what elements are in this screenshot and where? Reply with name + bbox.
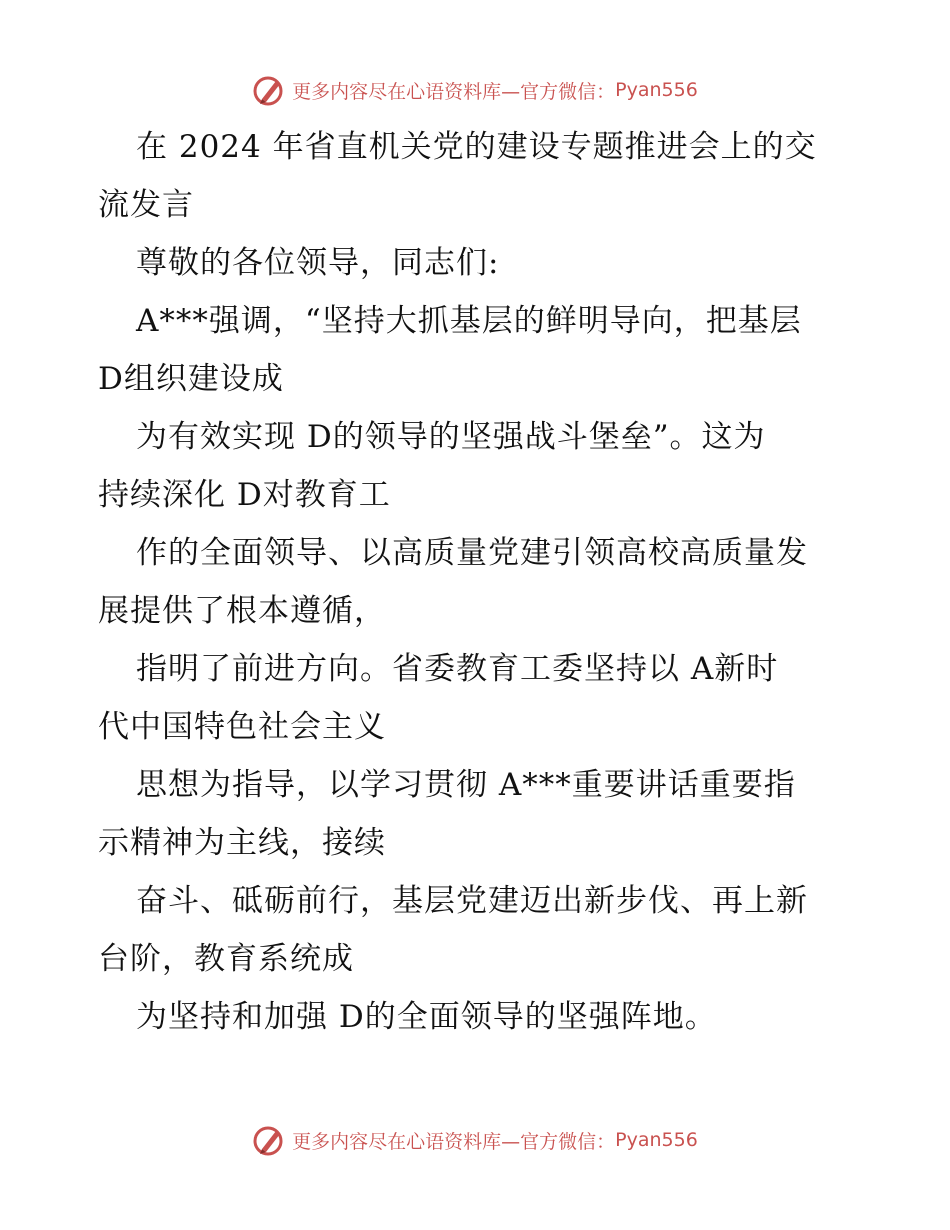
body-line: 展提供了根本遵循， bbox=[98, 593, 386, 629]
footer-watermark bbox=[0, 1120, 950, 1160]
body-line: A***强调，“坚持大抓基层的鲜明导向，把基层 bbox=[136, 303, 802, 339]
document-body bbox=[98, 118, 858, 1046]
body-line: 思想为指导，以学习贯彻 A***重要讲话重要指 bbox=[136, 767, 796, 803]
header-watermark bbox=[0, 70, 950, 110]
body-line: 作的全面领导、以高质量党建引领高校高质量发 bbox=[136, 535, 808, 571]
header-watermark-text: 更多内容尽在心语资料库—官方微信： bbox=[292, 80, 616, 103]
title-line-2: 流发言 bbox=[98, 187, 194, 223]
footer-watermark-id: Pyan556 bbox=[615, 1129, 698, 1151]
body-line: 代中国特色社会主义 bbox=[98, 709, 386, 745]
body-line: 示精神为主线，接续 bbox=[98, 825, 386, 861]
header-watermark-id: Pyan556 bbox=[615, 79, 698, 101]
body-line: 指明了前进方向。省委教育工委坚持以 A新时 bbox=[136, 651, 779, 687]
title-line-1: 在 2024 年省直机关党的建设专题推进会上的交 bbox=[136, 129, 817, 165]
body-line: 奋斗、砥砺前行，基层党建迈出新步伐、再上新 bbox=[136, 883, 808, 919]
pen-logo-icon bbox=[252, 73, 286, 107]
body-line: D组织建设成 bbox=[98, 361, 284, 397]
footer-watermark-text: 更多内容尽在心语资料库—官方微信： bbox=[292, 1130, 616, 1153]
body-line: 台阶，教育系统成 bbox=[98, 941, 354, 977]
body-line: 为坚持和加强 D的全面领导的坚强阵地。 bbox=[136, 999, 717, 1035]
body-line: 为有效实现 D的领导的坚强战斗堡垒”。这为 bbox=[136, 419, 766, 455]
salutation: 尊敬的各位领导，同志们: bbox=[136, 245, 500, 281]
pen-logo-icon bbox=[252, 1123, 286, 1157]
body-line: 持续深化 D对教育工 bbox=[98, 477, 391, 513]
